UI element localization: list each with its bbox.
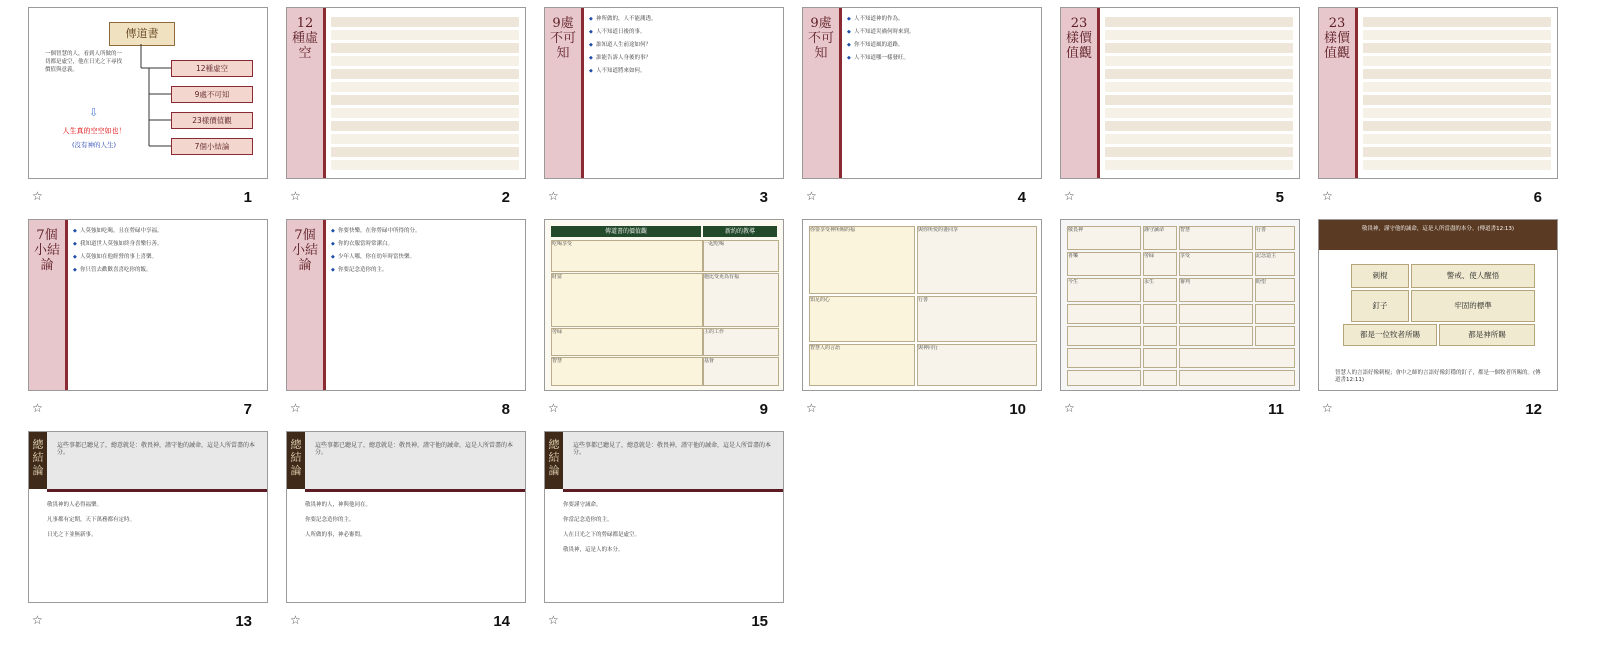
transition-star-icon: ☆ bbox=[290, 401, 301, 415]
slide-thumb-14[interactable] bbox=[258, 424, 514, 630]
slide-1-connector bbox=[29, 8, 268, 179]
slide-number: 8 bbox=[501, 401, 510, 418]
slide-thumb-13[interactable] bbox=[0, 424, 256, 630]
slide-12-note: 智慧人的言語好像刺棍；會中之師的言語好像釘穩的釘子，都是一個牧者所賜的。(傳道書12:11) bbox=[1335, 370, 1541, 383]
slide-number: 3 bbox=[759, 189, 768, 206]
slide-6[interactable] bbox=[1318, 7, 1558, 179]
slide-1-box-4: 7個小結論 bbox=[171, 138, 253, 155]
transition-star-icon: ☆ bbox=[290, 613, 301, 627]
slide-thumb-11[interactable] bbox=[1032, 212, 1284, 418]
slide-13[interactable] bbox=[28, 431, 268, 603]
slide-number: 6 bbox=[1533, 189, 1542, 206]
slide-5[interactable] bbox=[1060, 7, 1300, 179]
slide-3-sidebar: 9處不可知 bbox=[545, 8, 584, 178]
transition-star-icon: ☆ bbox=[1064, 189, 1075, 203]
slide-2[interactable] bbox=[286, 7, 526, 179]
slide-11[interactable] bbox=[1060, 219, 1300, 391]
transition-star-icon: ☆ bbox=[806, 401, 817, 415]
slide-3[interactable] bbox=[544, 7, 784, 179]
slide-number: 7 bbox=[243, 401, 252, 418]
down-arrow-icon: ⇩ bbox=[89, 106, 99, 119]
transition-star-icon: ☆ bbox=[1064, 401, 1075, 415]
transition-star-icon: ☆ bbox=[290, 189, 301, 203]
slide-number: 12 bbox=[1525, 401, 1542, 418]
slide-10[interactable] bbox=[802, 219, 1042, 391]
slide-thumb-4[interactable] bbox=[774, 0, 1026, 206]
slide-7-sidebar: 7個小結論 bbox=[29, 220, 68, 390]
slide-thumb-15[interactable] bbox=[516, 424, 772, 630]
slide-14-body: 敬畏神的人，神與他同在。 你要記念造你的主。 人所做的事，神必審問。 bbox=[305, 502, 372, 538]
slide-1[interactable] bbox=[28, 7, 268, 179]
slide-15-header: 這些事都已聽見了，總意就是：敬畏神，謹守他的誡命，這是人所當盡的本分。 bbox=[563, 432, 783, 492]
slide-thumb-8[interactable] bbox=[258, 212, 510, 418]
slide-1-title: 傳道書 bbox=[109, 22, 175, 46]
slide-number: 1 bbox=[243, 189, 252, 206]
transition-star-icon: ☆ bbox=[548, 401, 559, 415]
slide-15-sidebar: 總結論 bbox=[545, 432, 563, 489]
transition-star-icon: ☆ bbox=[548, 613, 559, 627]
slide-thumb-1[interactable] bbox=[0, 0, 252, 206]
slide-8[interactable] bbox=[286, 219, 526, 391]
slide-number: 4 bbox=[1017, 189, 1026, 206]
slide-number: 11 bbox=[1268, 401, 1284, 418]
slide-1-red-text: 人生真的空空如也！ bbox=[62, 127, 126, 135]
slide-9-table: 傳道書的價值觀 新約的教導 吃喝享受 一起吃喝 財富 施比受更為有福 勞碌 主的工作 智慧 基督 bbox=[551, 226, 777, 384]
slide-1-blue-text: (沒有神的人生) bbox=[71, 141, 117, 149]
slide-2-sidebar: 12種虛空 bbox=[287, 8, 326, 178]
slide-number: 15 bbox=[751, 613, 768, 630]
transition-star-icon: ☆ bbox=[1322, 401, 1333, 415]
slide-7-bullets: ◆ 人莫強如吃喝，且在勞碌中享福。 ◆ 我知道世人莫強如終身喜樂行善。 ◆ 人莫強如在他經營的事上喜樂。 ◆ 你只管去歡歡喜喜吃你的飯。 bbox=[73, 228, 261, 280]
slide-5-sidebar: 23樣價值觀 bbox=[1061, 8, 1100, 178]
slide-number: 14 bbox=[493, 613, 510, 630]
slide-8-bullets: ◆ 你要快樂，在你勞碌中所得的分。 ◆ 你的衣服當時常潔白。 ◆ 少年人哪，你在幼年時當快樂。 ◆ 你要記念造你的主。 bbox=[331, 228, 519, 280]
slide-number: 13 bbox=[235, 613, 252, 630]
transition-star-icon: ☆ bbox=[1322, 189, 1333, 203]
slide-4-sidebar: 9處不可知 bbox=[803, 8, 842, 178]
slide-14-header: 這些事都已聽見了，總意就是：敬畏神，謹守他的誡命，這是人所當盡的本分。 bbox=[305, 432, 525, 492]
slide-thumb-5[interactable] bbox=[1032, 0, 1284, 206]
slide-4[interactable] bbox=[802, 7, 1042, 179]
slide-12-header: 敬畏神，謹守他的誡命，這是人所當盡的本分。(傳道書12:13) bbox=[1319, 220, 1557, 250]
slide-14-sidebar: 總結論 bbox=[287, 432, 305, 489]
slide-15[interactable] bbox=[544, 431, 784, 603]
slide-number: 2 bbox=[501, 189, 510, 206]
slide-6-rows bbox=[1363, 14, 1551, 173]
transition-star-icon: ☆ bbox=[32, 401, 43, 415]
slide-number: 10 bbox=[1009, 401, 1026, 418]
slide-5-rows bbox=[1105, 14, 1293, 173]
slide-15-body: 你要謹守誡命。 你當記念造你的主。 人在日光之下的勞碌都是虛空。 敬畏神，這是人的本分。 bbox=[563, 502, 641, 553]
slide-7[interactable] bbox=[28, 219, 268, 391]
slide-14[interactable] bbox=[286, 431, 526, 603]
slide-13-sidebar: 總結論 bbox=[29, 432, 47, 489]
slide-thumb-9[interactable] bbox=[516, 212, 768, 418]
slide-thumb-3[interactable] bbox=[516, 0, 768, 206]
slide-3-bullets: ◆ 神所做的，人不能測透。 ◆ 人不知道日後的事。 ◆ 誰知道人生前途如何？ ◆ 誰能告訴人身後的事？ ◆ 人不知道將來如何。 bbox=[589, 16, 777, 81]
slide-12[interactable]: 敬畏神，謹守他的誡命，這是人所當盡的本分。(傳道書12:13) 刺棍 警戒、使人醒悟 釘子 牢固的標準 都是一位牧者所賜 都是神所賜 智慧人的言語好像刺棍；會中之師的言語好像釘穩的釘子，都是一個牧者所賜的。(傳道書12:11) bbox=[1318, 219, 1558, 391]
slide-1-box-2: 9處不可知 bbox=[171, 86, 253, 103]
slide-6-sidebar: 23樣價值觀 bbox=[1319, 8, 1358, 178]
slide-thumb-7[interactable] bbox=[0, 212, 252, 418]
slide-thumb-2[interactable] bbox=[258, 0, 510, 206]
slide-10-table: 你要享受神所賜的福 與你所愛的妻同享 知足的心 行善 智慧人的言語 與神同行 bbox=[809, 226, 1035, 384]
transition-star-icon: ☆ bbox=[806, 189, 817, 203]
slide-1-text: 一個智慧的人，看到人所做的一切都是虛空，他在日光之下尋找價值與意義。 bbox=[45, 51, 123, 73]
slide-13-body: 敬畏神的人必得福樂。 凡事都有定期，天下萬務都有定時。 日光之下並無新事。 bbox=[47, 502, 136, 538]
slide-2-rows bbox=[331, 14, 519, 173]
slide-thumb-12[interactable] bbox=[1290, 212, 1542, 418]
slide-thumb-10[interactable] bbox=[774, 212, 1026, 418]
transition-star-icon: ☆ bbox=[548, 189, 559, 203]
slide-thumb-6[interactable] bbox=[1290, 0, 1542, 206]
slide-11-table: 敬畏神 謹守誡命 智慧 行善 喜樂 勞碌 享受 記念造主 今生 永生 審判 盼望 bbox=[1067, 226, 1293, 384]
slide-1-box-1: 12種虛空 bbox=[171, 60, 253, 77]
slide-13-header: 這些事都已聽見了，總意就是：敬畏神，謹守他的誡命，這是人所當盡的本分。 bbox=[47, 432, 267, 492]
slide-number: 9 bbox=[759, 401, 768, 418]
transition-star-icon: ☆ bbox=[32, 613, 43, 627]
slide-9[interactable] bbox=[544, 219, 784, 391]
slide-1-box-3: 23樣價值觀 bbox=[171, 112, 253, 129]
slide-4-bullets: ◆ 人不知道神的作為。 ◆ 人不知道災禍何時來到。 ◆ 你不知道風的道路。 ◆ 人不知道哪一樣發旺。 bbox=[847, 16, 1035, 68]
slide-8-sidebar: 7個小結論 bbox=[287, 220, 326, 390]
slide-number: 5 bbox=[1275, 189, 1284, 206]
transition-star-icon: ☆ bbox=[32, 189, 43, 203]
